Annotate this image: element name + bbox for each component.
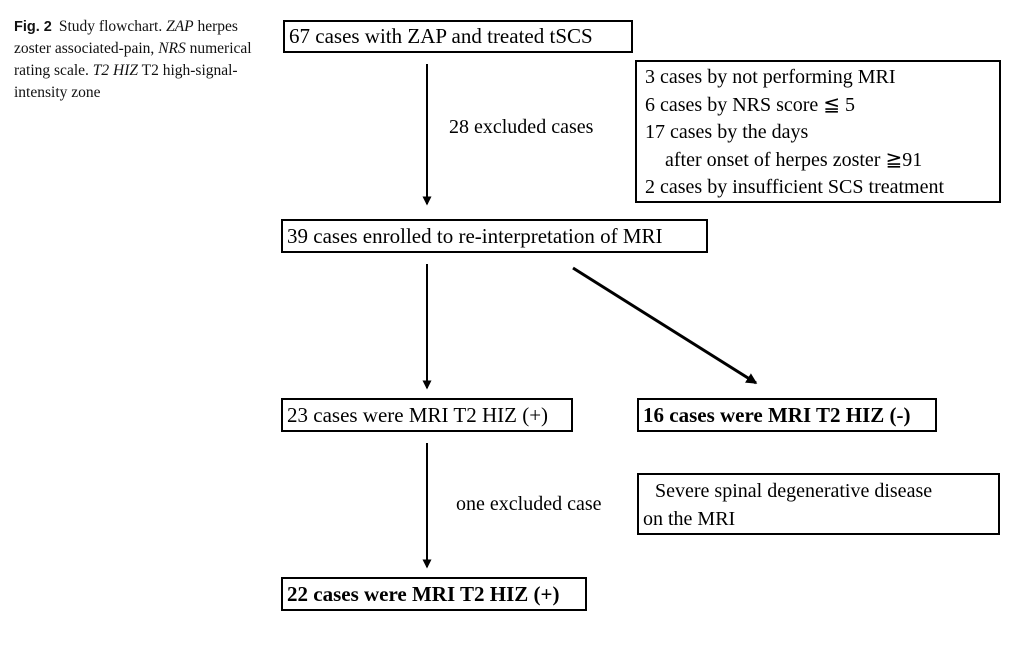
caption-abbrev-t2hiz: T2 HIZ — [92, 62, 138, 79]
caption-text: T2 high-signal-intensity zone — [14, 62, 238, 101]
exclusion-line: 3 cases by not performing MRI — [645, 66, 896, 88]
caption-text: numerical rating scale. — [14, 40, 252, 79]
figure-number-label: Fig. 2 — [14, 19, 52, 35]
exclusion-line-continuation: after onset of herpes zoster ≧91 — [665, 148, 923, 171]
exclusion-line: 2 cases by insufficient SCS treatment — [645, 176, 945, 198]
severe-box-line: Severe spinal degenerative disease — [655, 480, 933, 502]
label-28-excluded-cases: 28 excluded cases — [449, 116, 594, 138]
caption-abbrev-nrs: NRS — [158, 40, 186, 57]
node-exclusion-criteria — [635, 60, 1001, 203]
exclusion-line: 17 cases by the days — [645, 121, 809, 143]
node-39-cases-enrolled: 39 cases enrolled to re-interpretation of MRI — [281, 219, 708, 253]
node-severe-degenerative-disease — [637, 473, 1000, 535]
node-67-cases: 67 cases with ZAP and treated tSCS — [283, 20, 633, 53]
caption-abbrev-zap: ZAP — [166, 18, 194, 35]
caption-text: Study flowchart. — [58, 18, 167, 35]
arrow-39-to-16 — [573, 268, 756, 383]
caption-text: herpes zoster associated-pain, — [14, 18, 238, 57]
label-one-excluded-case: one excluded case — [456, 493, 602, 515]
exclusion-line: 6 cases by NRS score ≦ 5 — [645, 93, 856, 116]
figure-caption — [14, 16, 270, 104]
node-23-cases-hiz-positive: 23 cases were MRI T2 HIZ (+) — [281, 398, 573, 432]
severe-box-line: on the MRI — [643, 508, 736, 530]
node-22-cases-hiz-positive: 22 cases were MRI T2 HIZ (+) — [281, 577, 587, 611]
node-16-cases-hiz-negative: 16 cases were MRI T2 HIZ (-) — [637, 398, 937, 432]
